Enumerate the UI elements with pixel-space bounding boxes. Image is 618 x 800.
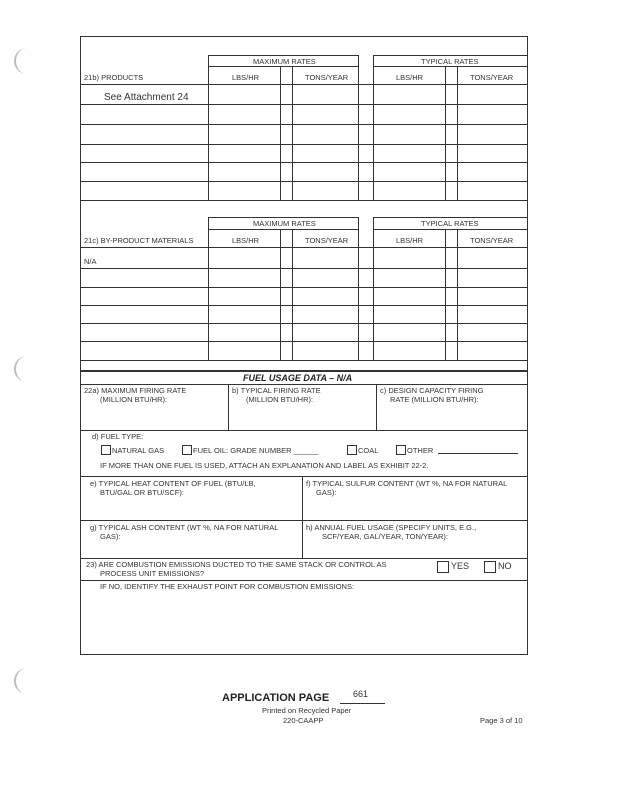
- fuel-usage-title: FUEL USAGE DATA – N/A: [243, 373, 353, 383]
- products-entry: See Attachment 24: [104, 92, 189, 103]
- punch-hole-bottom: [14, 668, 34, 694]
- q22f-label-1: f) TYPICAL SULFUR CONTENT (WT %, NA FOR NATURAL: [306, 479, 508, 488]
- no-checkbox[interactable]: [484, 561, 496, 573]
- byproducts-max-rates-header: MAXIMUM RATES: [253, 219, 316, 228]
- products-label: 21b) PRODUCTS: [84, 73, 144, 82]
- other-fuel-input[interactable]: [438, 453, 518, 454]
- punch-hole-middle: [14, 356, 34, 382]
- page-of-count: Page 3 of 10: [480, 716, 523, 725]
- q22h-label-1: h) ANNUAL FUEL USAGE (SPECIFY UNITS, E.G.,: [306, 523, 477, 532]
- q23-line-2: PROCESS UNIT EMISSIONS?: [100, 569, 205, 578]
- q22g-label-2: GAS):: [100, 532, 121, 541]
- q22f-label-2: GAS):: [316, 488, 337, 497]
- yes-label: YES: [451, 561, 470, 571]
- byproducts-max-tons-header: TONS/YEAR: [305, 236, 349, 245]
- other-checkbox[interactable]: [396, 445, 406, 455]
- fuel-oil-label: FUEL OIL: GRADE NUMBER ______: [193, 446, 319, 455]
- q22b-label-2: (MILLION BTU/HR):: [246, 395, 314, 404]
- no-label: NO: [498, 561, 512, 571]
- byproducts-typ-lbs-header: LBS/HR: [396, 236, 424, 245]
- application-page-label: APPLICATION PAGE: [222, 692, 330, 704]
- byproducts-entry: N/A: [84, 257, 97, 266]
- products-max-tons-header: TONS/YEAR: [305, 73, 349, 82]
- q22b-label-1: b) TYPICAL FIRING RATE: [232, 386, 321, 395]
- q22e-label-2: BTU/GAL OR BTU/SCF):: [100, 488, 184, 497]
- byproducts-label: 21c) BY-PRODUCT MATERIALS: [84, 236, 194, 245]
- natural-gas-checkbox[interactable]: [101, 445, 111, 455]
- q22a-label-2: (MILLION BTU/HR):: [100, 395, 168, 404]
- products-max-rates-header: MAXIMUM RATES: [253, 57, 316, 66]
- multi-fuel-note: IF MORE THAN ONE FUEL IS USED, ATTACH AN EXPLANATION AND LABEL AS EXHIBIT 22-2.: [100, 461, 429, 470]
- other-label: OTHER: [407, 446, 434, 455]
- recycled-paper-note: Printed on Recycled Paper: [262, 706, 352, 715]
- natural-gas-label: NATURAL GAS: [112, 446, 165, 455]
- punch-hole-top: [14, 48, 34, 74]
- q22c-label-2: RATE (MILLION BTU/HR):: [390, 395, 479, 404]
- byproducts-max-lbs-header: LBS/HR: [232, 236, 260, 245]
- products-max-lbs-header: LBS/HR: [232, 73, 260, 82]
- products-typ-tons-header: TONS/YEAR: [470, 73, 514, 82]
- q22a-label-1: 22a) MAXIMUM FIRING RATE: [84, 386, 187, 395]
- exhaust-point-input[interactable]: [84, 594, 524, 650]
- q22h-label-2: SCF/YEAR, GAL/YEAR, TON/YEAR):: [322, 532, 449, 541]
- products-typical-rates-header: TYPICAL RATES: [421, 57, 479, 66]
- q22e-label-1: e) TYPICAL HEAT CONTENT OF FUEL (BTU/LB,: [90, 479, 256, 488]
- form-code: 220-CAAPP: [283, 716, 324, 725]
- fuel-oil-checkbox[interactable]: [182, 445, 192, 455]
- q23-followup: IF NO, IDENTIFY THE EXHAUST POINT FOR COMBUSTION EMISSIONS:: [100, 582, 355, 591]
- q22c-label-1: c) DESIGN CAPACITY FIRING: [380, 386, 484, 395]
- application-page-number: 661: [353, 689, 369, 699]
- q22d-label: d) FUEL TYPE:: [92, 432, 144, 441]
- q23-line-1: 23) ARE COMBUSTION EMISSIONS DUCTED TO THE SAME STACK OR CONTROL AS: [86, 560, 387, 569]
- q22g-label-1: g) TYPICAL ASH CONTENT (WT %, NA FOR NATURAL: [90, 523, 279, 532]
- coal-label: COAL: [358, 446, 379, 455]
- products-typ-lbs-header: LBS/HR: [396, 73, 424, 82]
- coal-checkbox[interactable]: [347, 445, 357, 455]
- byproducts-typ-tons-header: TONS/YEAR: [470, 236, 514, 245]
- yes-checkbox[interactable]: [437, 561, 449, 573]
- byproducts-typical-rates-header: TYPICAL RATES: [421, 219, 479, 228]
